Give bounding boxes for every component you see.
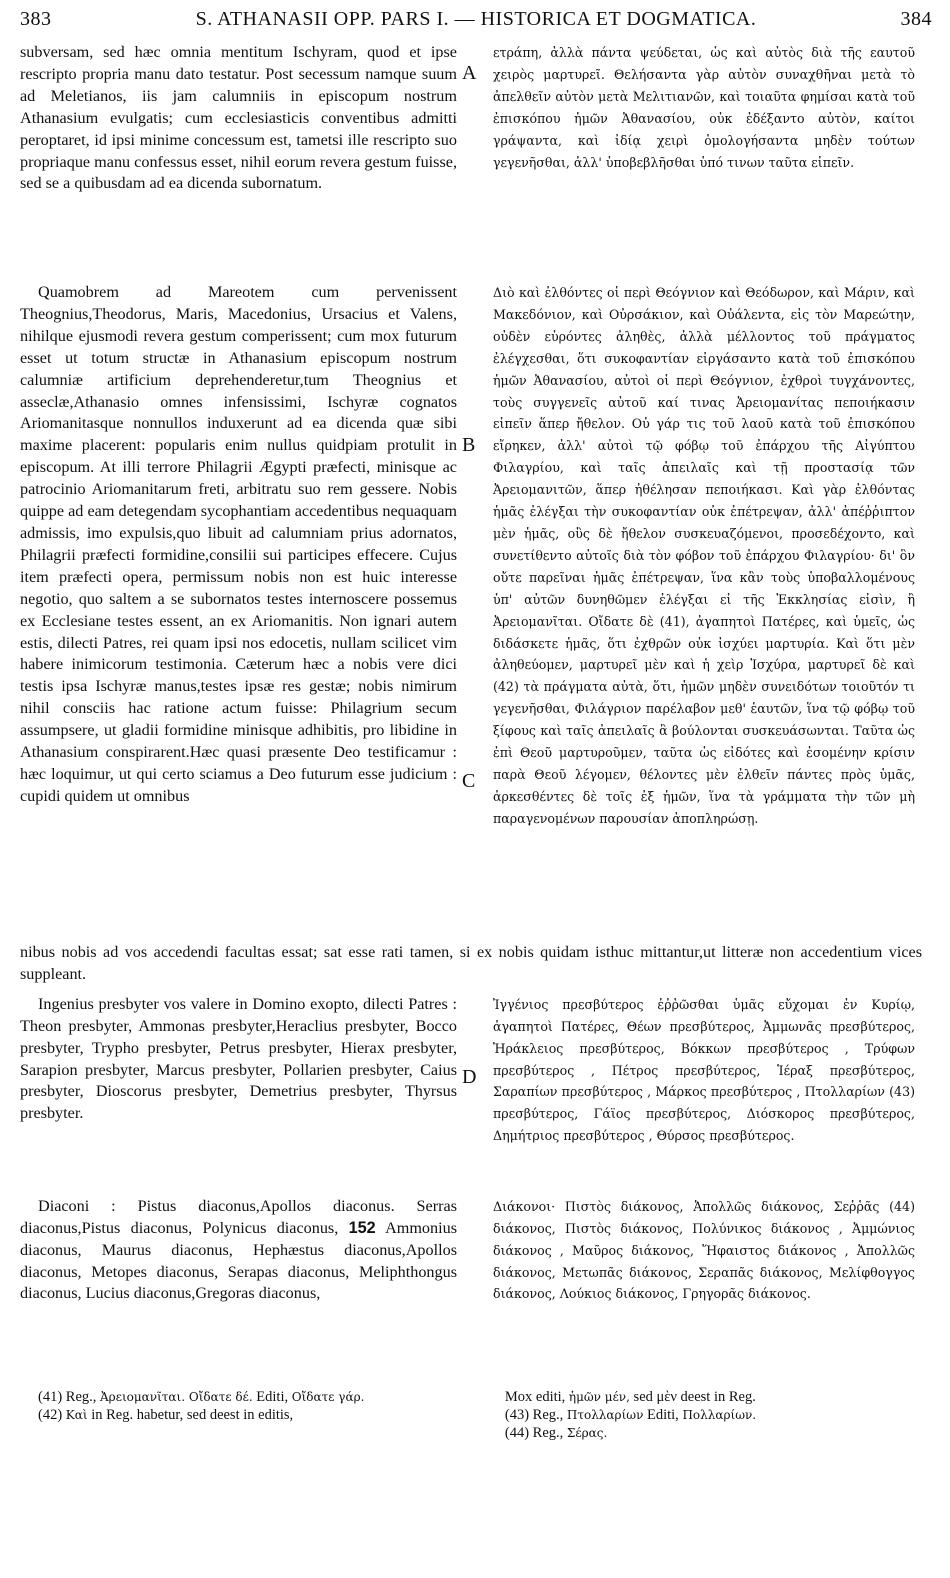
footnote-text: in Reg. habetur, sed deest in editis,: [87, 1406, 294, 1423]
greek-column: [465, 282, 915, 942]
column-number: 152: [348, 1218, 376, 1237]
greek-paragraph: Διάκονοι· Πιστὸς διάκονος, Ἀπολλῶς διάκονος, Σεῤῥᾶς (44) διάκονος, Πιστὸς διάκονος, Πολύνικος διάκονος , Ἀμμώνιος διάκονος , Μαῦρος διάκονος, Ἥφαιστος διάκονος , Ἀπολλῶς διάκονος, Μετωπᾶς διάκονος, Σεραπᾶς διάκονος, Μελίφθογγος διάκονος, Λούκιος διάκονος, Γρηγορᾶς διάκονος.: [493, 1198, 915, 1302]
footnote-greek: ἡμῶν μέν,: [568, 1389, 630, 1404]
left-page-number: 383: [20, 8, 52, 30]
text-block-4: [20, 1196, 932, 1372]
footnote-text: (41) Reg.,: [38, 1388, 101, 1405]
latin-paragraph: subversam, sed hæc omnia mentitum Ischyram, quod et ipse rescripto propria manu dato testatur. Post secessum namque suum ad Meletianos, iis jam calumniis in episcopum nostrum Athanasium evulgatis; cum ecclesiasticis conventibus admitti peroptaret, id ipsi minime concessum est, tametsi ille rescripto suo propriaque manu confessus esset, nihil eorum revera gestum fuisse, sed se a quibusdam ad ea dicenda subornatum.: [20, 43, 457, 193]
full-width-line: nibus nobis ad vos accedendi facultas essat; sat esse rati tamen, si ex nobis quidam isthuc mittantur,ut litteræ non accedentium vices suppleant.: [20, 943, 922, 983]
greek-paragraph: Ἰγγένιος πρεσβύτερος ἐῤῥῶσθαι ὑμᾶς εὔχομαι ἐν Κυρίῳ, ἀγαπητοὶ Πατέρες, Θέων πρεσβύτερος, Ἀμμωνᾶς πρεσβύτερος, Ἡράκλειος πρεσβύτερος, Βόκκων πρεσβύτερος , Τρύφων πρεσβύτερος , Πέτρος πρεσβύτερος, Ἱέραξ πρεσβύτερος, Σαραπίων πρεσβύτερος , Μάρκος πρεσβύτερος , Πτολλαρίων (43) πρεσβύτερος, Γάϊος πρεσβύτερος, Διόσκορος πρεσβύτερος, Δημήτριος πρεσβύτερος , Θύρσος πρεσβύτερος.: [493, 996, 915, 1144]
footnote-greek: Πολλαρίων.: [682, 1407, 757, 1422]
latin-column: [20, 42, 465, 282]
greek-paragraph: Διὸ καὶ ἐλθόντες οἱ περὶ Θεόγνιον καὶ Θεόδωρον, καὶ Μάριν, καὶ Μακεδόνιον, καὶ Οὐρσάκιον, καὶ Οὐάλεντα, εἰς τὸν Μαρεώτην, οὐδὲν εὑρόντες ἀληθὲς, ἀλλὰ μέλλοντος τοῦ πράγματος ἐλέγχεσθαι, ὅτι συκοφαντίαν εἰργάσαντο κατὰ τοῦ ἐπισκόπου ἡμῶν Ἀθανασίου, αὐτοὶ οἱ περὶ Θεόγνιον, ἐχθροὶ τυγχάνοντες, τοὺς συγγενεῖς αὐτοῦ καί τινας Ἀρειομανίτας πεποιήκασιν εἰπεῖν ἅπερ ἤθελον. Οὐ γάρ τις τοῦ λαοῦ κατὰ τοῦ ἐπισκόπου εἴρηκεν, ἀλλ' αὐτοὶ τῷ φόβῳ τοῦ ἐπάρχου τῆς Αἰγύπτου Φιλαγρίου, καὶ ταῖς ἀπειλαῖς καὶ τῇ προστασίᾳ τῶν Ἀρειομανιτῶν, ἅπερ ἠθέλησαν πεποιήκασι. Καὶ γὰρ ἐλθόντας ἡμᾶς ἐλέγξαι τὴν συκοφαντίαν οὐκ ἐπέτρεψαν, ἀλλ' ἀπέῤῥιπτον μὲν ἡμᾶς, οὓς δὲ ἤθελον συσκευαζόμενοι, προσεδέχοντο, καὶ συνετίθεντο αὐτοῖς διὰ τὸν φόβον τοῦ ἐπάρχου Φιλαγρίου· δι' ὃν οὔτε παρεῖναι ἡμᾶς ἐπέτρεψαν, ἵνα κἂν τοὺς ὑποβαλλομένους ὑπ' αὐτῶν δυνηθῶμεν ἐλέγξαι εἰ τῆς Ἐκκλησίας εἰσὶν, ἢ Ἀρειομανῖται. Οἴδατε δὲ (41), ἀγαπητοὶ Πατέρες, καὶ ὑμεῖς, ὡς διδάσκετε ἡμᾶς, ὅτι ἐχθρῶν οὐκ ἰσχύει μαρτυρία. Καὶ ὅτι μὲν ἀληθεύομεν, μαρτυρεῖ μὲν καὶ ἡ χεὶρ Ἰσχύρα, μαρτυρεῖ δὲ καὶ (42) τὰ πράγματα αὐτὰ, ὅτι, ἡμῶν μηδὲν συνειδότων τοιοῦτόν τι γεγενῆσθαι, Φιλάγριον παρέλαβον μεθ' ἑαυτῶν, ἵνα τῷ φόβῳ τοῦ ξίφους καὶ ταῖς ἀπειλαῖς ἃ βούλονται συσκευάσωνται. Ταῦτα ὡς ἐπὶ Θεοῦ μαρτυροῦμεν, ταῦτα ὡς εἰδότες καὶ ἐσομένην κρίσιν παρὰ Θεοῦ λέγομεν, θέλοντες μὲν ἐλθεῖν πάντες πρὸς ὑμᾶς, ἀρκεσθέντες δὲ τοῖς ἐξ ἡμῶν, ἵνα τὰ γράμματα τὴν τῶν μὴ παραγενομένων παρουσίαν ἀποπληρώσῃ.: [493, 285, 915, 826]
latin-column: [20, 1196, 465, 1372]
latin-tail: Ammonius diaconus, Maurus diaconus, Hephæstus diaconus,Apollos diaconus, Metopes diaconus, Serapas diaconus, Meliphthongus diaconus, Lucius diaconus,Gregoras diaconus,: [20, 1218, 458, 1303]
footnote-text: sed μὲν deest in Reg.: [629, 1388, 756, 1405]
running-title: S. ATHANASII OPP. PARS I. — HISTORICA ET DOGMATICA.: [195, 8, 757, 30]
footnote-text: Editi,: [252, 1388, 292, 1405]
section-marker-d: D: [462, 1065, 477, 1088]
text-block-2: [20, 282, 932, 942]
footnote-text: (44) Reg.,: [504, 1424, 567, 1441]
footnote-greek: Καὶ: [65, 1407, 88, 1422]
latin-column: [20, 994, 465, 1196]
section-marker-a: A: [462, 62, 477, 84]
footnote-greek: Σέρας.: [566, 1425, 608, 1440]
footnote-42: [38, 1406, 505, 1424]
footnote-continuation: [505, 1388, 932, 1406]
greek-paragraph: ετράπη, ἀλλὰ πάντα ψεύδεται, ὡς καὶ αὐτὸς διὰ τῆς εαυτοῦ χειρὸς μαρτυρεῖ. Θελήσαντα γὰρ αὐτὸν συναχθῆναι μετὰ τὸ ἀπελθεῖν αὐτὸν μετὰ Μελιτιανῶν, καὶ τοιαῦτα φημίσαι κατὰ τοῦ ἐπισκόπου ἡμῶν Ἀθανασίου, οὐκ ἐδέξαντο αὐτὸν, καίτοι γράψαντα, καὶ ἰδίᾳ χειρὶ ὁμολογήσαντα μηδὲν τούτων γεγενῆσθαι, ἀλλ' ὑποβεβλῆσθαι ὑπό τινων ταῦτα εἰπεῖν.: [493, 45, 915, 170]
footnote-text: Mox editi,: [504, 1388, 569, 1405]
footnote-greek: Πτολλαρίων: [566, 1407, 644, 1422]
page-header: [20, 8, 932, 42]
greek-column: [465, 994, 915, 1196]
footnote-greek: Ἀρειομανῖται. Οἴδατε δέ.: [100, 1389, 253, 1404]
text-block-3: [20, 994, 932, 1196]
footnote-41: [38, 1388, 505, 1406]
footnote-43: [505, 1406, 932, 1424]
footnote-44: [505, 1424, 932, 1442]
latin-paragraph: Quamobrem ad Mareotem cum pervenissent Theognius,Theodorus, Maris, Macedonius, Ursacius et Valens, nihilque ejusmodi revera gestum comperissent; cum mox futurum esset ut totum structæ in Athanasium episcopum nostrum calumniæ artificium deprehenderetur,tum Theognius et asseclæ,Athanasio omnes infensissimi, Ischyræ cognatos Ariomanitasque nonnullos induxerunt ad ea dicenda quæ sibi maxime placerent: popularis enim nullus quidpiam protulit in episcopum. At illi terrore Philagrii Ægypti præfecti, minisque ac patrocinio Ariomanitarum freti, arbitratu suo rem gessere. Nobis quippe ad eam detegendam sycophantiam accedentibus nequaquam admissis, imo expulsis,quo libuit ad calumniam prius adornatos, Philagrii præfecti formidine,consilii sui participes effecere. Cujus item præfecti opera, permissum nobis non est huic interesse negotio, quo saltem a se subornatos testes internoscere possemus ex Ecclesiane testes essent, an ex Ariomanitis. Non ignari autem estis, dilecti Patres, rei quam ipsi nos edocetis, nullam scilicet vim habere inimicorum testimonia. Cæterum hæc a nobis vere dici testis ipsa Ischyræ manus,testes ipsæ res gestæ; nobis nimirum nihil consciis hac ratione actum fuisse: Philagrium secum assumpsere, ut gladii formidine minisque adhibitis, pro libidine in Athanasium conspirarent.Hæc quasi præsente Deo testificamur : hæc loquimur, ut qui certo sciamus a Deo futurum esse judicium : cupidi quidem ut omnibus: [20, 283, 457, 805]
section-marker-c: C: [462, 770, 476, 792]
footnotes: [20, 1388, 932, 1442]
greek-column: [465, 42, 915, 282]
footnotes-left: [20, 1388, 505, 1442]
footnote-text: (43) Reg.,: [504, 1406, 567, 1423]
latin-paragraph: [20, 1196, 457, 1306]
latin-column: [20, 282, 465, 942]
latin-paragraph: Ingenius presbyter vos valere in Domino exopto, dilecti Patres : Theon presbyter, Ammonas presbyter,Heraclius presbyter, Bocco presbyter, Trypho presbyter, Petrus presbyter, Hierax presbyter, Sarapion presbyter, Marcus presbyter, Pollarien presbyter, Caius presbyter, Dioscorus presbyter, Demetrius presbyter, Thyrsus presbyter.: [20, 994, 457, 1123]
footnotes-right: [505, 1388, 932, 1442]
greek-column: [465, 1196, 915, 1372]
section-marker-b: B: [462, 434, 476, 456]
footnote-text: Editi,: [643, 1406, 683, 1423]
footnote-text: (42): [38, 1406, 66, 1423]
latin-lead: Diaconi : Pistus diaconus,Apollos diaconus. Serras diaconus,Pistus diaconus, Polynicus diaconus,: [20, 1196, 457, 1237]
text-block-1: [20, 42, 932, 282]
footnote-greek: Οἴδατε γάρ.: [291, 1389, 365, 1404]
right-page-number: 384: [900, 8, 932, 30]
